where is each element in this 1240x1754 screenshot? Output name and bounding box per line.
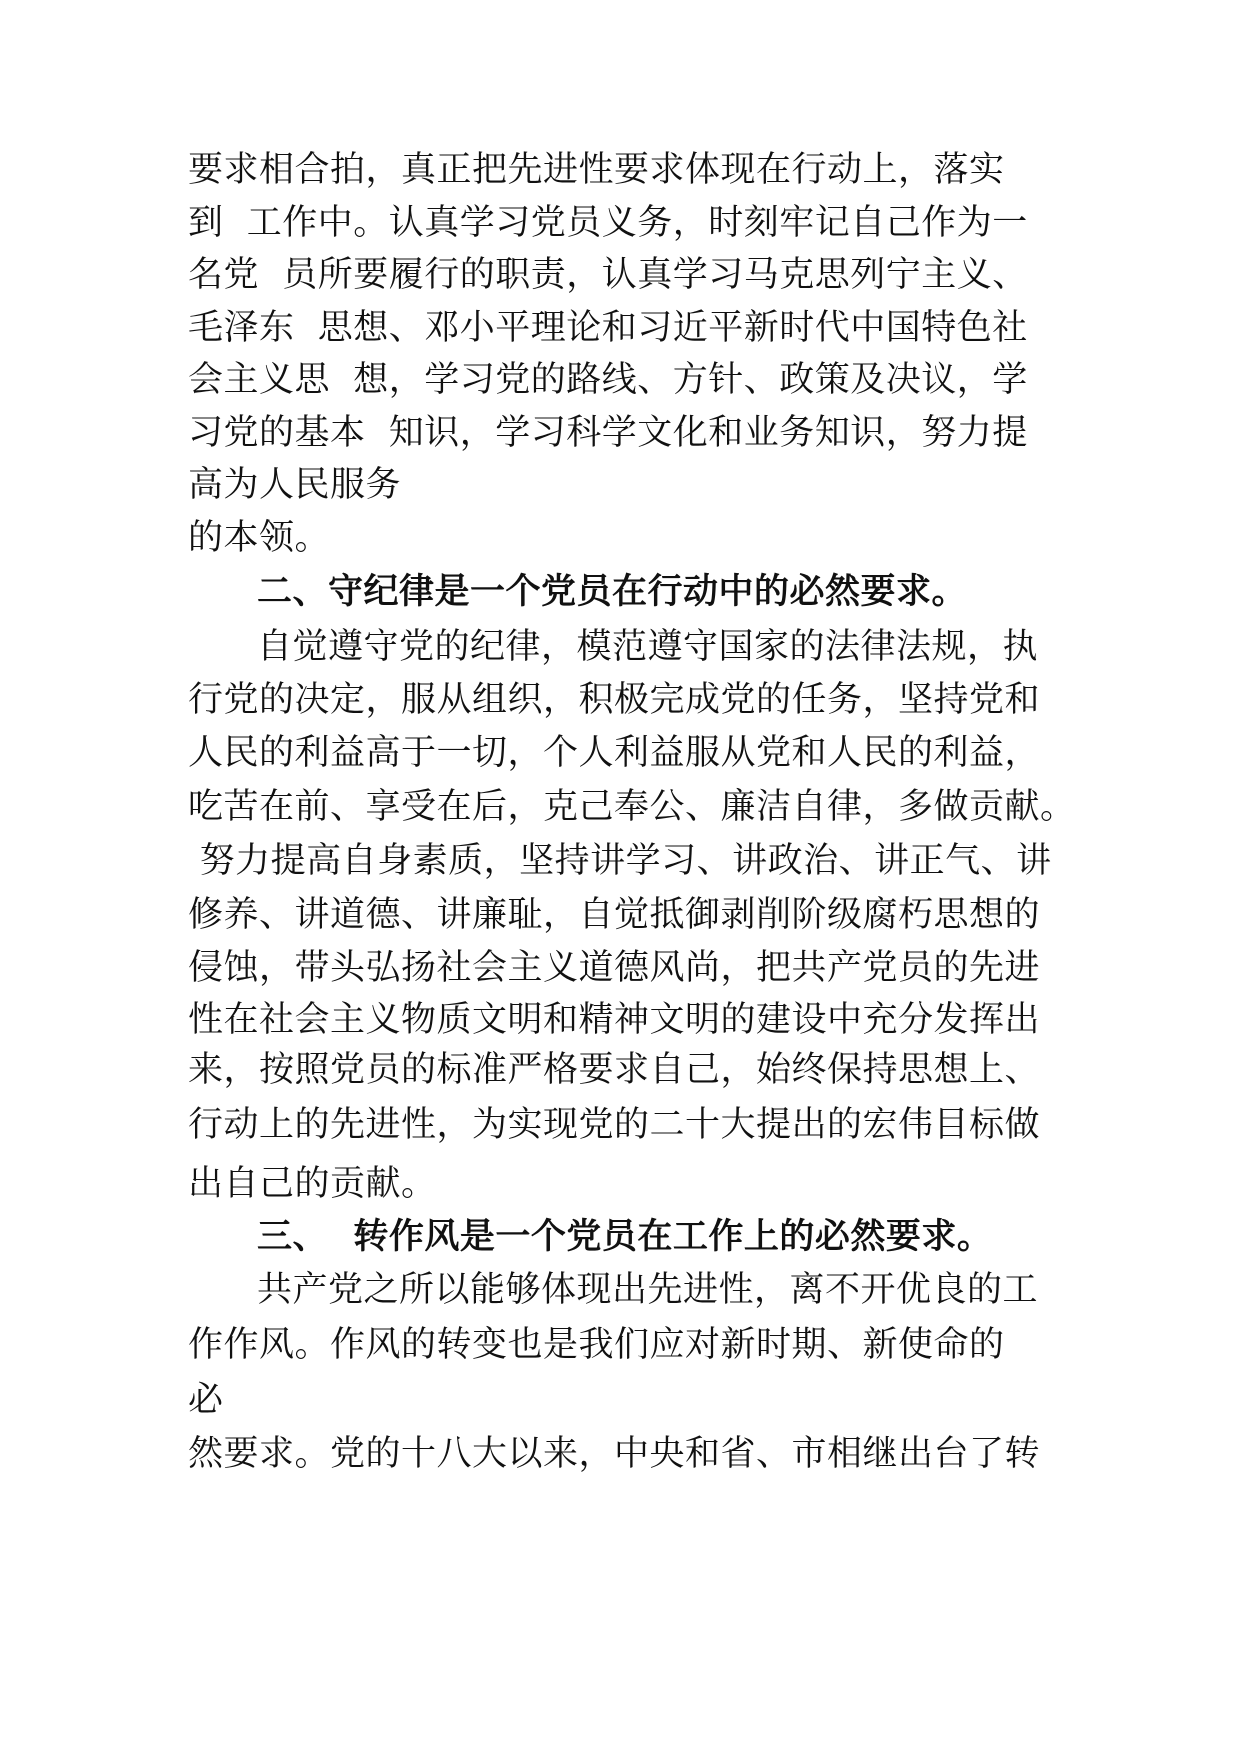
body-line: 人民的利益高于一切，个人利益服从党和人民的利益， <box>188 733 1041 773</box>
body-line: 来，按照党员的标准严格要求自己，始终保持思想上、 <box>188 1050 1041 1090</box>
body-line: 的本领。 <box>188 518 331 558</box>
body-line: 毛泽东 思想、邓小平理论和习近平新时代中国特色社 <box>188 308 1028 348</box>
body-line: 性在社会主义物质文明和精神文明的建设中充分发挥出 <box>188 1000 1041 1040</box>
body-line: 共产党之所以能够体现出先进性，离不开优良的工 <box>257 1270 1039 1310</box>
body-line: 要求相合拍，真正把先进性要求体现在行动上，落实 <box>188 150 1005 190</box>
body-line: 行党的决定，服从组织，积极完成党的任务，坚持党和 <box>188 680 1041 720</box>
body-line: 然要求。党的十八大以来，中央和省、市相继出台了转 <box>188 1434 1041 1474</box>
body-line: 修养、讲道德、讲廉耻，自觉抵御剥削阶级腐朽思想的 <box>188 895 1041 935</box>
body-line: 必 <box>188 1380 224 1420</box>
body-line: 吃苦在前、享受在后，克己奉公、廉洁自律，多做贡献。 <box>188 787 1076 827</box>
body-line: 侵蚀，带头弘扬社会主义道德风尚，把共产党员的先进 <box>188 948 1041 988</box>
section-heading-2: 二、守纪律是一个党员在行动中的必然要求。 <box>257 572 968 612</box>
body-line: 到 工作中。认真学习党员义务，时刻牢记自己作为一 <box>188 203 1028 243</box>
body-line: 努力提高自身素质，坚持讲学习、讲政治、讲正气、讲 <box>188 841 1052 881</box>
body-line: 名党 员所要履行的职责，认真学习马克思列宁主义、 <box>188 255 1028 295</box>
body-line: 行动上的先进性，为实现党的二十大提出的宏伟目标做 <box>188 1105 1041 1145</box>
body-line: 出自己的贡献。 <box>188 1164 437 1204</box>
body-line: 自觉遵守党的纪律，模范遵守国家的法律法规，执 <box>257 627 1039 667</box>
body-line: 作作风。作风的转变也是我们应对新时期、新使命的 <box>188 1325 1005 1365</box>
section-heading-3: 三、 转作风是一个党员在工作上的必然要求。 <box>257 1217 993 1257</box>
body-line: 会主义思 想，学习党的路线、方针、政策及决议，学 <box>188 360 1028 400</box>
body-line: 高为人民服务 <box>188 465 402 505</box>
body-line: 习党的基本 知识，学习科学文化和业务知识，努力提 <box>188 413 1028 453</box>
